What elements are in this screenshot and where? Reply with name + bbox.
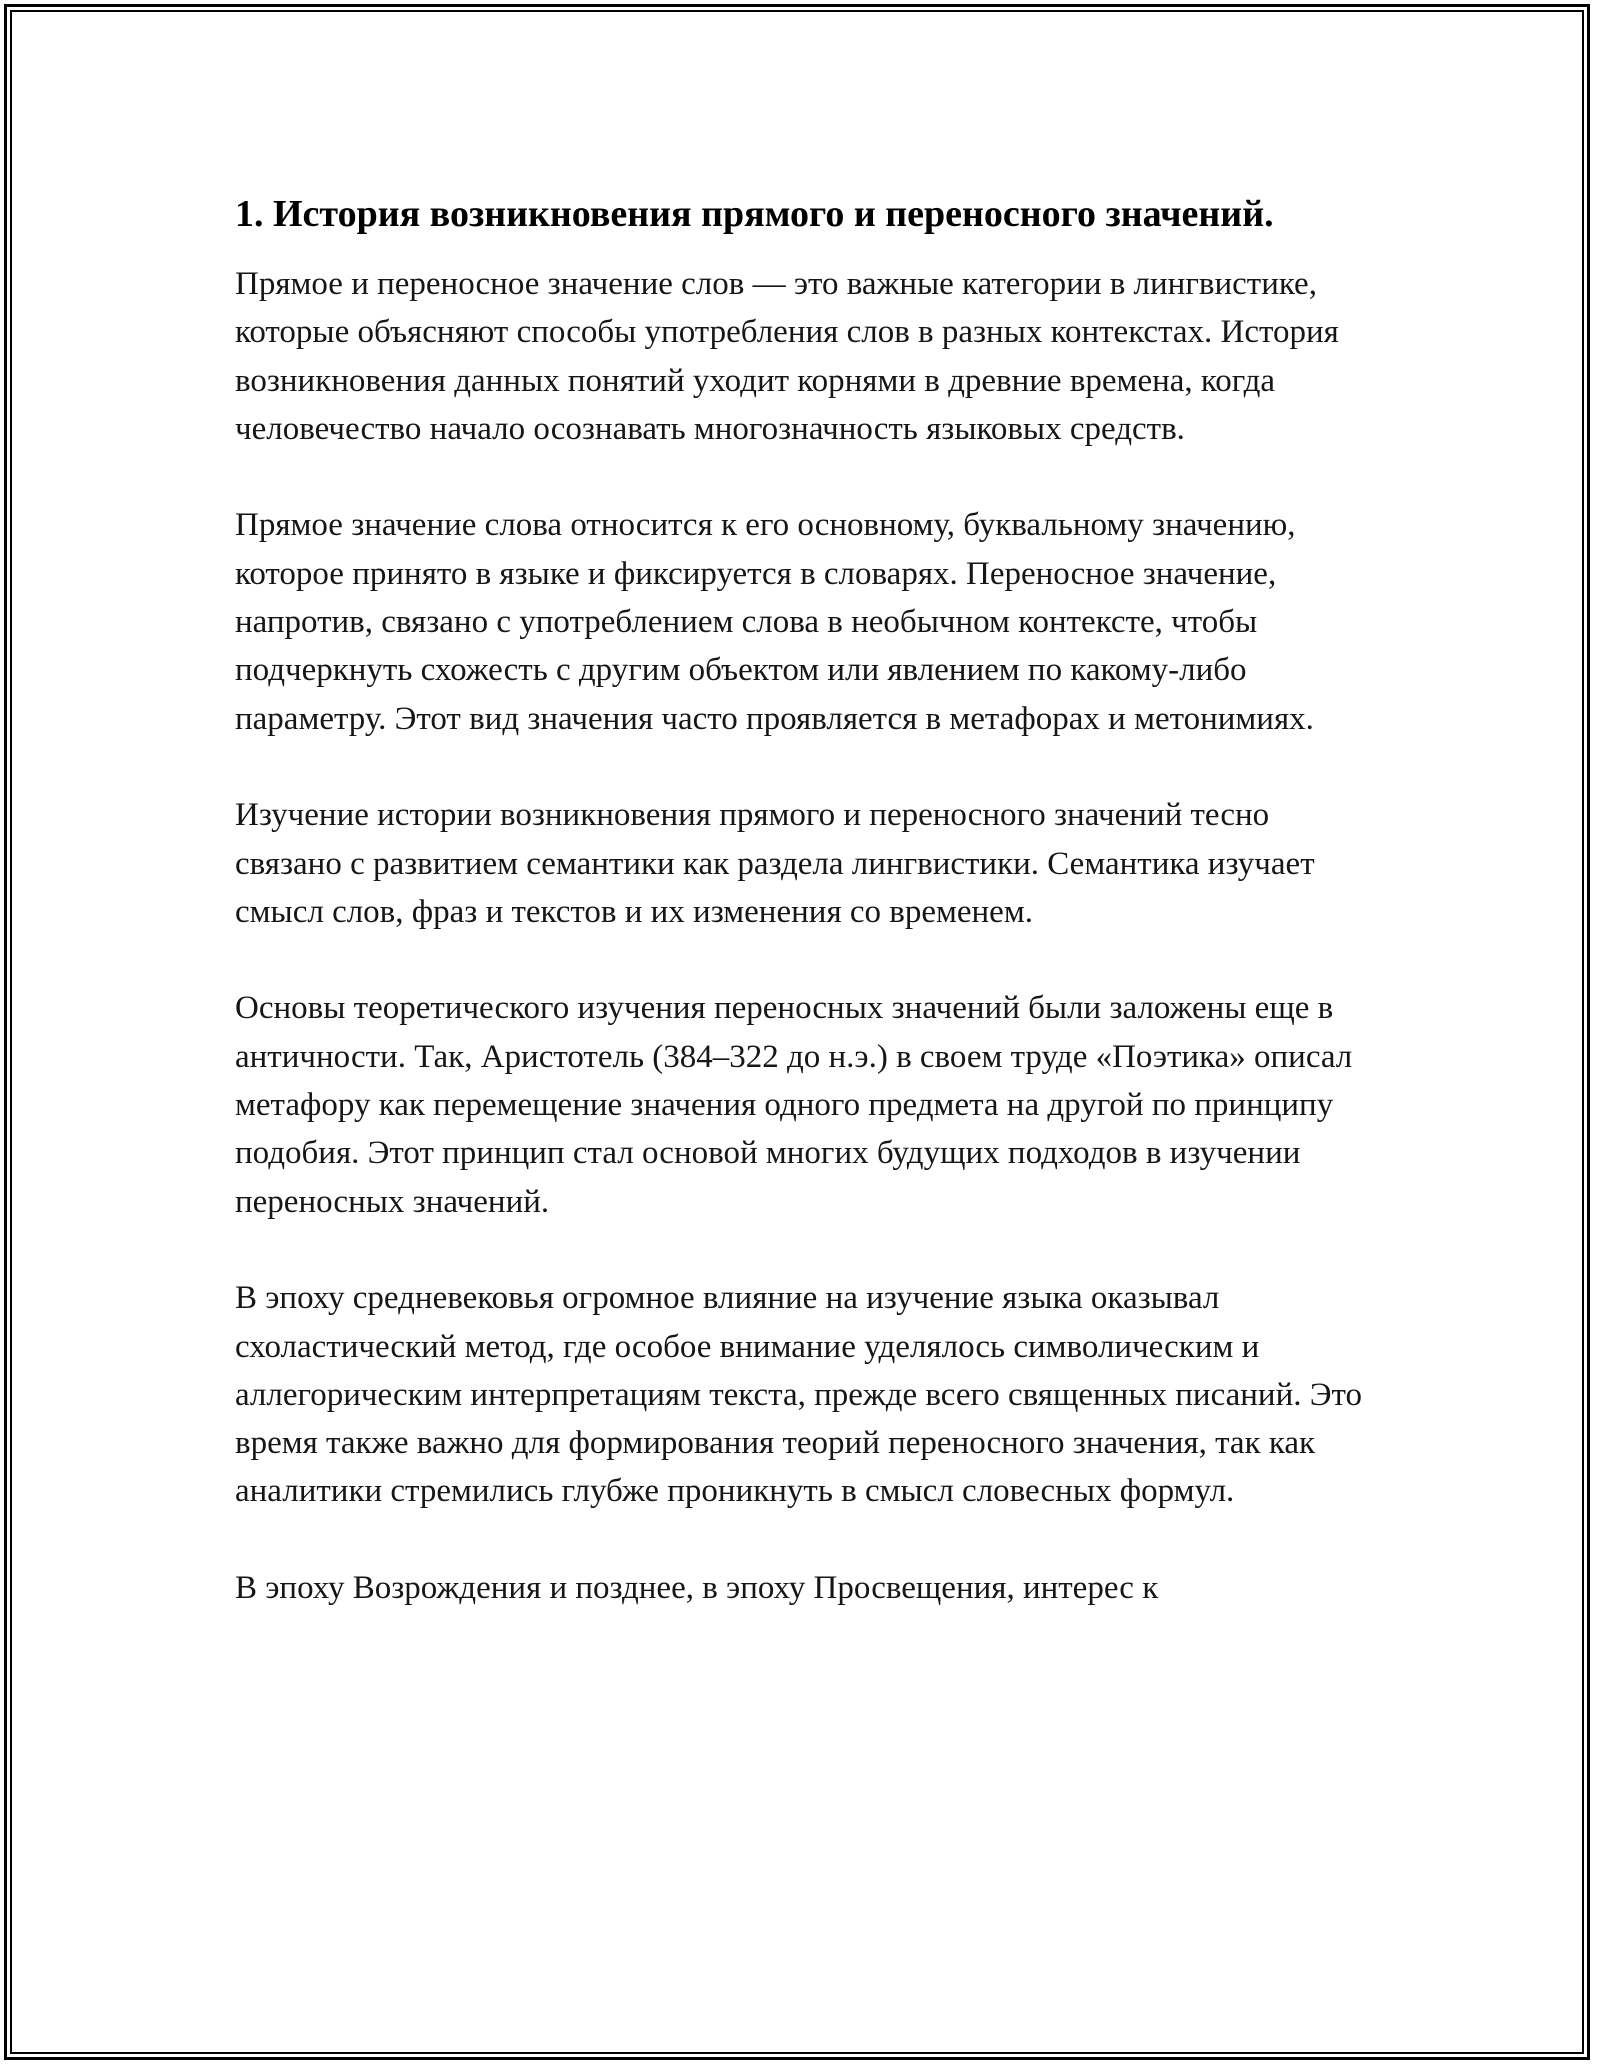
paragraph-2: Прямое значение слова относится к его основному, буквальному значению, которое принято в языке и фиксируется в словарях. Переносное значение, напротив, связано с употреблением слова в необычном контексте, чтобы подчеркнуть схожесть с другим объектом или явлением по какому-либо параметру. Этот вид значения часто проявляется в метафорах и метонимиях. [235,507,1314,737]
paragraph-5: В эпоху средневековья огромное влияние на изучение языка оказывал схоластический метод, где особое внимание уделялось символическим и аллегорическим интерпретациям текста, прежде всего священных писаний. Это время также важно для формирования теорий переносного значения, так как аналитики стремились глубже проникнуть в смысл словесных формул. [235,1280,1363,1510]
paragraph-1: Прямое и переносное значение слов — это важные категории в лингвистике, которые объясняют способы употребления слов в разных контекстах. История возникновения данных понятий уходит корнями в древние времена, когда человечество начало осознавать многозначность языковых средств. [235,266,1339,447]
paragraph-3: Изучение истории возникновения прямого и переносного значений тесно связано с развитием семантики как раздела лингвистики. Семантика изучает смысл слов, фраз и текстов и их изменения со временем. [235,797,1315,930]
section-heading: 1. История возникновения прямого и переносного значений. [235,193,1274,235]
paragraph-4: Основы теоретического изучения переносных значений были заложены еще в античности. Так, Аристотель (384–322 до н.э.) в своем труде «Поэтика» описал метафору как перемещение значения одного предмета на другой по принципу подобия. Этот принцип стал основой многих будущих подходов в изучении переносных значений. [235,990,1353,1220]
document-body [235,186,1365,1661]
paragraph-6: В эпоху Возрождения и позднее, в эпоху Просвещения, интерес к [235,1570,1159,1607]
